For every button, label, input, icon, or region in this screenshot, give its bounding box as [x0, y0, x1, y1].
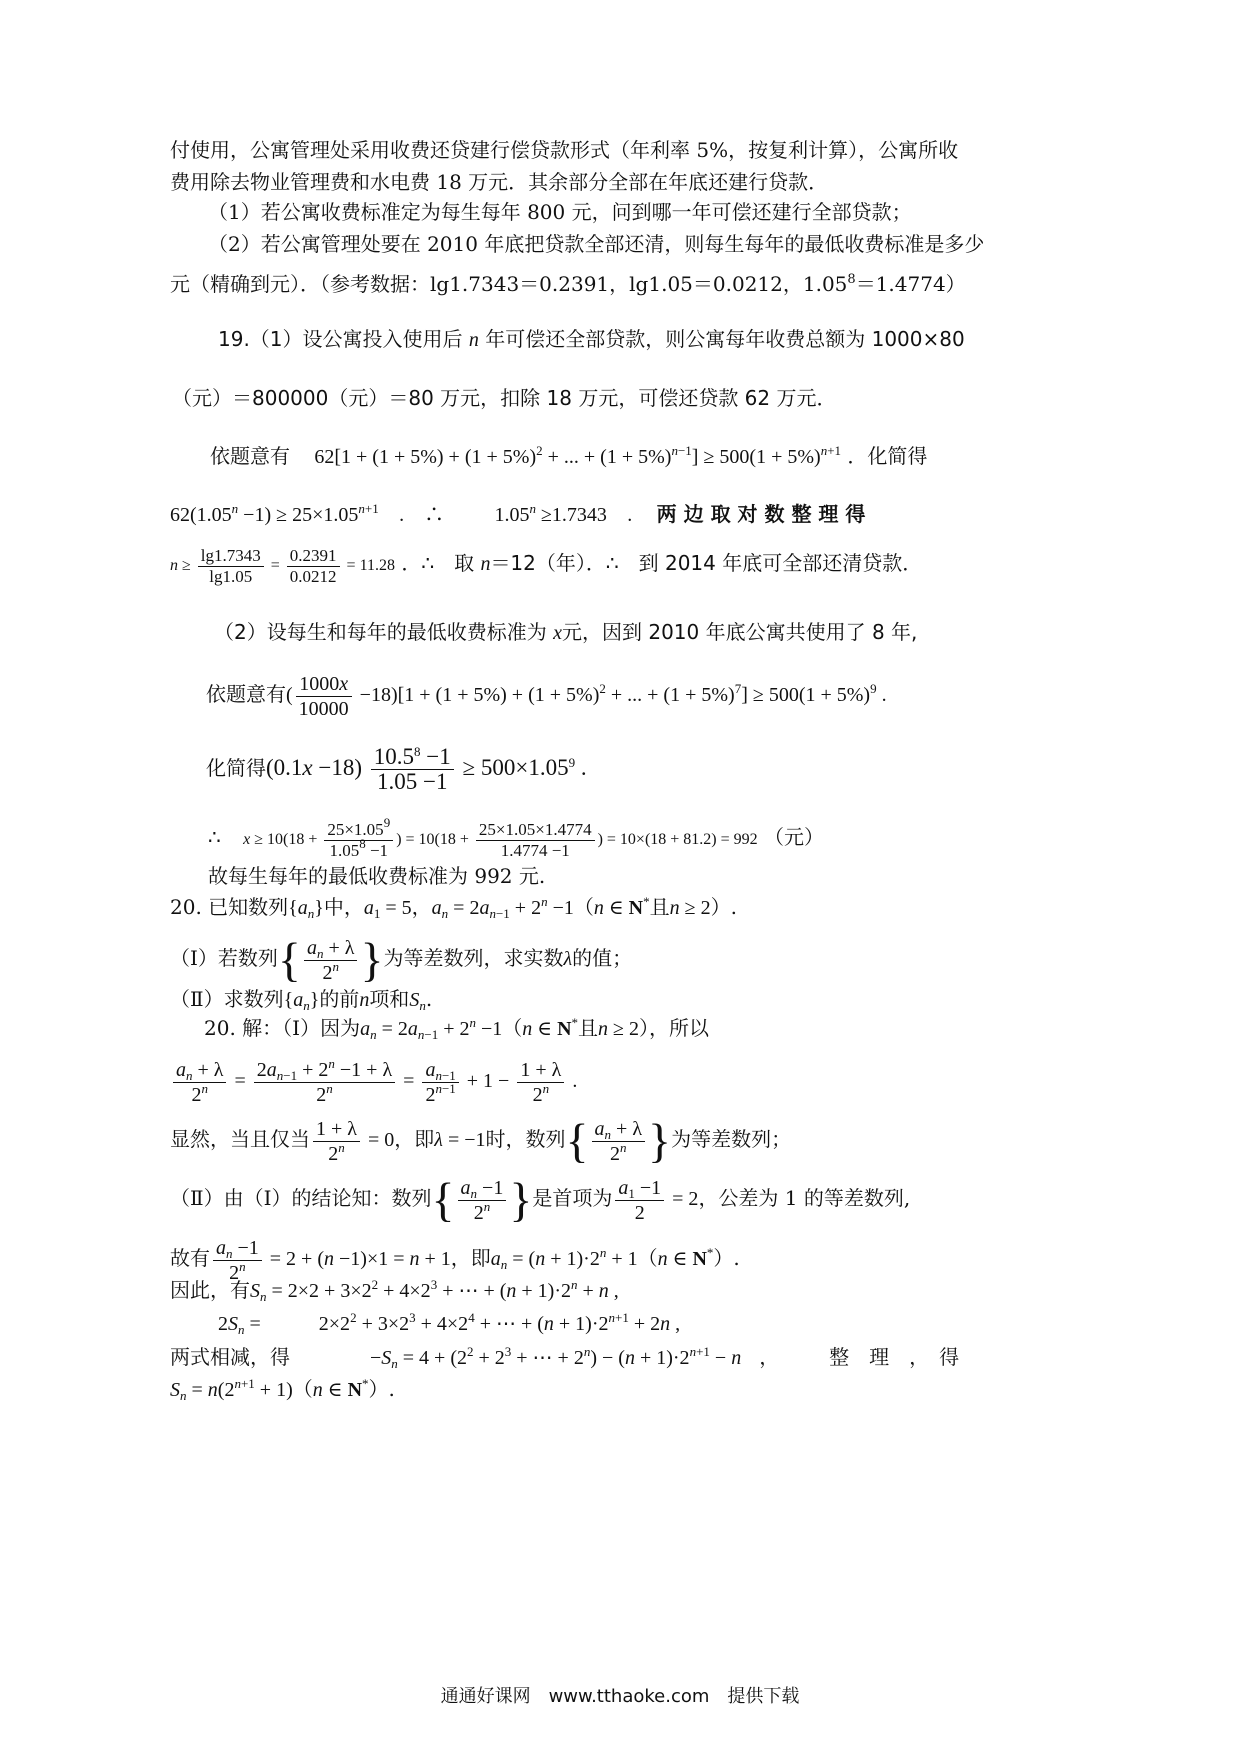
- problem-q1: （1）若公寓收费标准定为每生每年 800 元，问到哪一年可偿还建行全部贷款；: [208, 200, 912, 224]
- sol20-l6a: 因此，有: [170, 1278, 250, 1302]
- sol20-l8b: ， 整 理 ， 得: [759, 1345, 960, 1369]
- sol19-p6a: （2）设每生和每年的最低收费标准为: [214, 620, 547, 644]
- sol19-p6: （2）设每生和每年的最低收费标准为 x元，因到 2010 年底公寓共使用了 8 年,: [214, 620, 918, 644]
- problem-intro-line1: 付使用，公寓管理处采用收费还贷建行偿贷款形式（年利率 5%，按复利计算），公寓所收: [170, 138, 959, 162]
- problem-q2: （2）若公寓管理处要在 2010 年底把贷款全部还清，则每生每年的最低收费标准是多少: [208, 232, 985, 256]
- sol20-l1d: ），所以: [639, 1016, 710, 1040]
- sol19-p6b: 元，因到 2010 年底公寓共使用了 8 年,: [561, 620, 918, 644]
- page-footer: 通通好课网 www.tthaoke.com 提供下载: [440, 1686, 800, 1707]
- q20-part1-c: 的值；: [572, 946, 633, 971]
- q20-part1-a: （Ⅰ）若数列: [170, 946, 278, 971]
- sol19-eq3: $1.05^n \ge 1.7343$: [494, 501, 607, 526]
- sol20-l3b: ，即: [394, 1127, 435, 1152]
- sol20-l3c: 时，数列: [485, 1127, 566, 1152]
- sol19-period: .: [627, 504, 633, 526]
- sol19-p3-lead: 依题意有: [210, 444, 290, 468]
- problem-intro-line2: 费用除去物业管理费和水电费 18 万元．其余部分全部在年底还建行贷款．: [170, 170, 829, 194]
- sol20-l1a: 20. 解：（Ⅰ）因为: [204, 1016, 361, 1040]
- sol20-l4b: 是首项为: [532, 1186, 613, 1211]
- sol19-p4-tail: 两 边 取 对 数 整 理 得: [656, 502, 866, 526]
- q20-stem-c: （: [573, 895, 594, 919]
- problem-q2-exp: 8: [847, 272, 856, 287]
- sol20-l9c: ）.: [368, 1377, 395, 1401]
- sol20-l4a: （Ⅱ）由（Ⅰ）的结论知：数列: [170, 1186, 432, 1211]
- q20-stem-e: ）.: [710, 895, 737, 919]
- sol19-p5-mid: ．∴ 取: [401, 551, 475, 576]
- sol19-therefore2: ∴: [208, 827, 221, 850]
- sol20-l9b: （: [292, 1377, 313, 1401]
- sol19-p1b: 年可偿还全部贷款，则公寓每年收费总额为 1000×80: [485, 327, 965, 351]
- sol19-p3-tail: ．化简得: [847, 444, 928, 468]
- problem-q2-cont: [170, 270, 966, 298]
- sol19-eq5: ( $\frac{1000x}{10000}$ $-18)[1 + (1 + 5\%) + (1 + 5\%)^2$ + ... + $(1 + 5\%)^7] \ge 500(1 + 5\%)^9$ .: [286, 673, 887, 720]
- sol20-l7: $2S_n = 2\times 2^2 + 3\times 2^3 + 4\times 2^4$ + ⋯ + $(n + 1)\cdot 2^{n+1} + 2n$ ,: [218, 1310, 681, 1337]
- q20-stem-d: 且: [649, 895, 670, 919]
- sol20-l1: 20. 解：（Ⅰ）因为$a_n = 2a_{n-1} + 2^n -1(n$ ∈ N*且n ≥ 2），所以: [204, 1015, 710, 1042]
- q20-stem-b: 中，: [323, 895, 364, 919]
- q20-part2-a: （Ⅱ）求数列: [170, 987, 284, 1011]
- sol20-l5d: ）.: [713, 1246, 740, 1271]
- sol19-eq2: $62(1.05^n -1) \ge 25\times 1.05^{n+1}$: [170, 501, 379, 526]
- sol20-l2: $\frac{a_n + \lambda}{2^n}$ = $\frac{2a_{n-1} + 2^n -1 + \lambda}{2^n}$ = $\frac{a_{n-1}}{2^{n-1}}$ + 1 − $\frac{1 + \lambda}{2^n}$ .: [170, 1058, 577, 1107]
- problem-q2-cont-text: 元（精确到元）．（参考数据：lg1.7343＝0.2391，lg1.05＝0.0212，1.05: [170, 272, 848, 296]
- sol20-l3a: 显然，当且仅当: [170, 1127, 310, 1152]
- sol19-p2: （元）＝800000（元）＝80 万元，扣除 18 万元，可偿还贷款 62 万元．: [172, 386, 837, 410]
- problem-q2-end: ＝1.4774）: [855, 272, 966, 296]
- sol20-l8a: 两式相减，得: [170, 1345, 290, 1369]
- sol20-l3: 显然，当且仅当 $\frac{1 + \lambda}{2^n}$ = 0，即λ = −1时，数列{ $\frac{a_n + \lambda}{2^n}$ }为等差数列；: [170, 1114, 792, 1168]
- sol20-l5b: ，即: [450, 1246, 491, 1271]
- sol19-eq7: x ≥ 10(18 + $\frac{25\times 1.05^9}{1.05^8 -1}$ ) = 10(18 + $\frac{25\times 1.05\times 1.4774}{1.4774 -1}$ ) = 10×(18 + 81.2) = 992: [243, 815, 758, 860]
- sol20-l1c: 且: [578, 1016, 599, 1040]
- sol20-l8: 两式相减，得 $-S_n = 4 + (2^2 + 2^3$ + ⋯ + $2^n) - (n + 1)\cdot 2^{n+1} - n$ ， 整 理 ， 得: [170, 1344, 960, 1371]
- sol19-p9-unit: （元）: [764, 825, 825, 850]
- sol20-l4: （Ⅱ）由（Ⅰ）的结论知：数列{ $\frac{a_n -1}{2^n}$ }是首项为 $\frac{a_1 -1}{2}$ = 2，公差为 1 的等差数列,: [170, 1173, 911, 1227]
- sol19-p7-lead: 依题意有: [206, 682, 286, 707]
- sol20-l6: 因此，有$S_n = 2\times 2 + 3\times 2^2 + 4\times 2^3$ + ⋯ + $(n + 1)\cdot 2^n + n$ ,: [170, 1277, 619, 1304]
- q20-stem-a: 20. 已知数列: [170, 895, 289, 919]
- sol19-p5: n ≥ $\frac{\lg 1.7343}{\lg 1.05}$ = $\frac{0.2391}{0.0212}$ = 11.28 ．∴ 取 n＝12（年）．∴ 到 2014 年底可全部还清贷款．: [170, 546, 923, 586]
- sol19-therefore1: . ∴: [399, 504, 445, 526]
- sol20-l9: $S_n = n(2^{n+1} + 1)(n$ ∈ N*）.: [170, 1376, 395, 1403]
- sol19-p1: 19.（1）设公寓投入使用后 n 年可偿还全部贷款，则公寓每年收费总额为 1000×80: [218, 327, 965, 351]
- q20-part1-b: 为等差数列，求实数: [383, 946, 564, 971]
- sol20-l4c: ，公差为 1 的等差数列,: [698, 1186, 911, 1211]
- q20-stem: 20. 已知数列$\{a_n\}$中，$a_1 = 5$，$a_n = 2a_{n-1} + 2^n -1(n$ ∈ N*且n ≥ 2）.: [170, 894, 737, 921]
- sol19-p1a: 19.（1）设公寓投入使用后: [218, 327, 463, 351]
- sol19-eq4: n ≥ $\frac{\lg 1.7343}{\lg 1.05}$ = $\frac{0.2391}{0.0212}$ = 11.28: [170, 546, 395, 586]
- q20-part2-d: .: [425, 987, 433, 1011]
- sol19-p7: [206, 672, 887, 721]
- q20-part1: （Ⅰ）若数列{ $\frac{a_n + \lambda}{2^n}$ }为等差数列，求实数λ的值；: [170, 933, 633, 987]
- sol19-p8-lead: 化简得: [206, 755, 266, 780]
- sol20-l1b: （: [502, 1016, 523, 1040]
- sol19-eq6: (0.1x −18) $\frac{10.5^8 -1}{1.05 -1}$ ≥ $500\times 1.05^9$ .: [266, 744, 587, 794]
- sol20-l5a: 故有: [170, 1246, 210, 1271]
- sol19-p8: [206, 745, 587, 794]
- sol19-p9: [208, 815, 825, 861]
- sol19-p3: [210, 442, 927, 471]
- sol19-eq1: $62[1 + (1 + 5\%) + (1 + 5\%)^2$ + ... + $(1 + 5\%)^{n-1}] \ge 500(1 + 5\%)^{n+1}$: [314, 443, 842, 468]
- sol19-p5-eq: ＝12（年）．∴ 到 2014 年底可全部还清贷款．: [490, 551, 923, 576]
- sol20-l5: 故有 $\frac{a_n -1}{2^n}$ = 2 + (n −1)×1 = n + 1，即$a_n = (n + 1)\cdot 2^n + 1(n$ ∈ N*）.: [170, 1237, 740, 1284]
- q20-part2: （Ⅱ）求数列$\{a_n\}$的前n项和$S_n$.: [170, 987, 433, 1013]
- q20-part2-b: 的前: [319, 987, 360, 1011]
- q20-part2-c: 项和: [369, 987, 410, 1011]
- sol20-l5c: （: [637, 1246, 658, 1271]
- sol19-p10: 故每生每年的最低收费标准为 992 元.: [208, 864, 546, 888]
- sol20-l3d: 为等差数列；: [671, 1127, 792, 1152]
- sol19-p4: [170, 500, 865, 529]
